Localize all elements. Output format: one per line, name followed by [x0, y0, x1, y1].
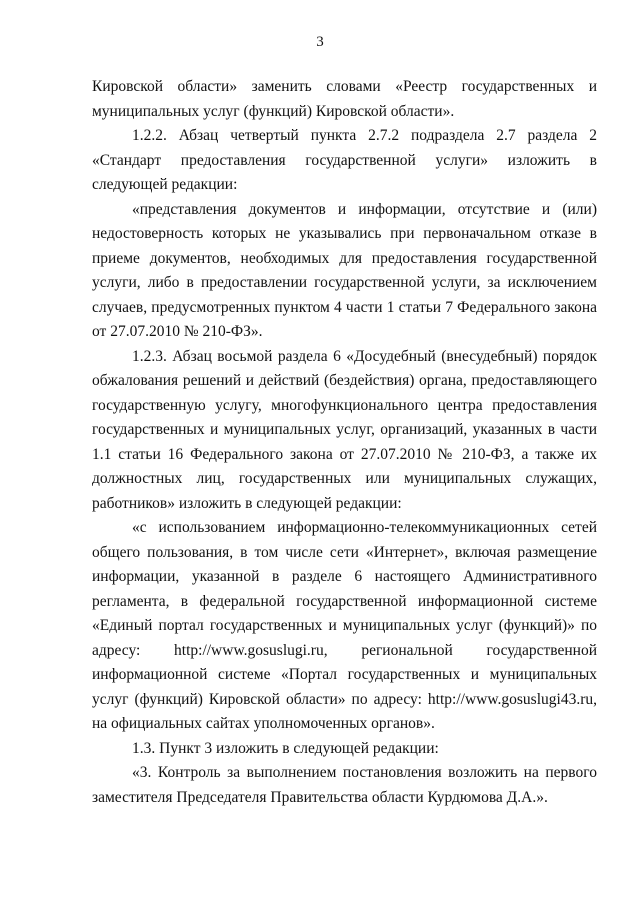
document-body: [92, 75, 597, 810]
paragraph-continuation: Кировской области» заменить словами «Реестр государственных и муниципальных услуг (функций) Кировской области».: [92, 78, 597, 120]
paragraph-quote-3: «3. Контроль за выполнением постановления возложить на первого заместителя Председателя Правительства области Курдюмова Д.А.».: [92, 764, 597, 806]
paragraph-1-3: 1.3. Пункт 3 изложить в следующей редакции:: [132, 739, 439, 757]
paragraph-quote-2: «с использованием информационно-телекоммуникационных сетей общего пользования, в том числе сети «Интернет», включая размещение информации, указанной в разделе 6 настоящего Административного регламента, в федеральной государственной информационной системе «Единый портал государственных и муниципальных услуг (функций)» по адресу: http://www.gosuslugi.ru, региональной государственной информационной системе «Портал государственных и муниципальных услуг (функций) Кировской области» по адресу: http://www.gosuslugi43.ru, на официальных сайтах уполномоченных органов».: [92, 519, 597, 732]
paragraph-1-2-2: 1.2.2. Абзац четвертый пункта 2.7.2 подраздела 2.7 раздела 2 «Стандарт предоставления государственной услуги» изложить в следующей редакции:: [92, 127, 597, 193]
paragraph-1-2-3: 1.2.3. Абзац восьмой раздела 6 «Досудебный (внесудебный) порядок обжалования решений и действий (бездействия) органа, предоставляющего государственную услугу, многофункционального центра предоставления государственных и муниципальных услуг, организаций, указанных в части 1.1 статьи 16 Федерального закона от 27.07.2010 № 210-ФЗ, а также их должностных лиц, государственных или муниципальных служащих, работников» изложить в следующей редакции:: [92, 347, 597, 512]
paragraph-quote-1: «представления документов и информации, отсутствие и (или) недостоверность которых не указывались при первоначальном отказе в приеме документов, необходимых для предоставления государственной услуги, либо в предоставлении государственной услуги, за исключением случаев, предусмотренных пунктом 4 части 1 статьи 7 Федерального закона от 27.07.2010 № 210-ФЗ».: [92, 200, 597, 340]
page-number: 3: [316, 34, 324, 50]
